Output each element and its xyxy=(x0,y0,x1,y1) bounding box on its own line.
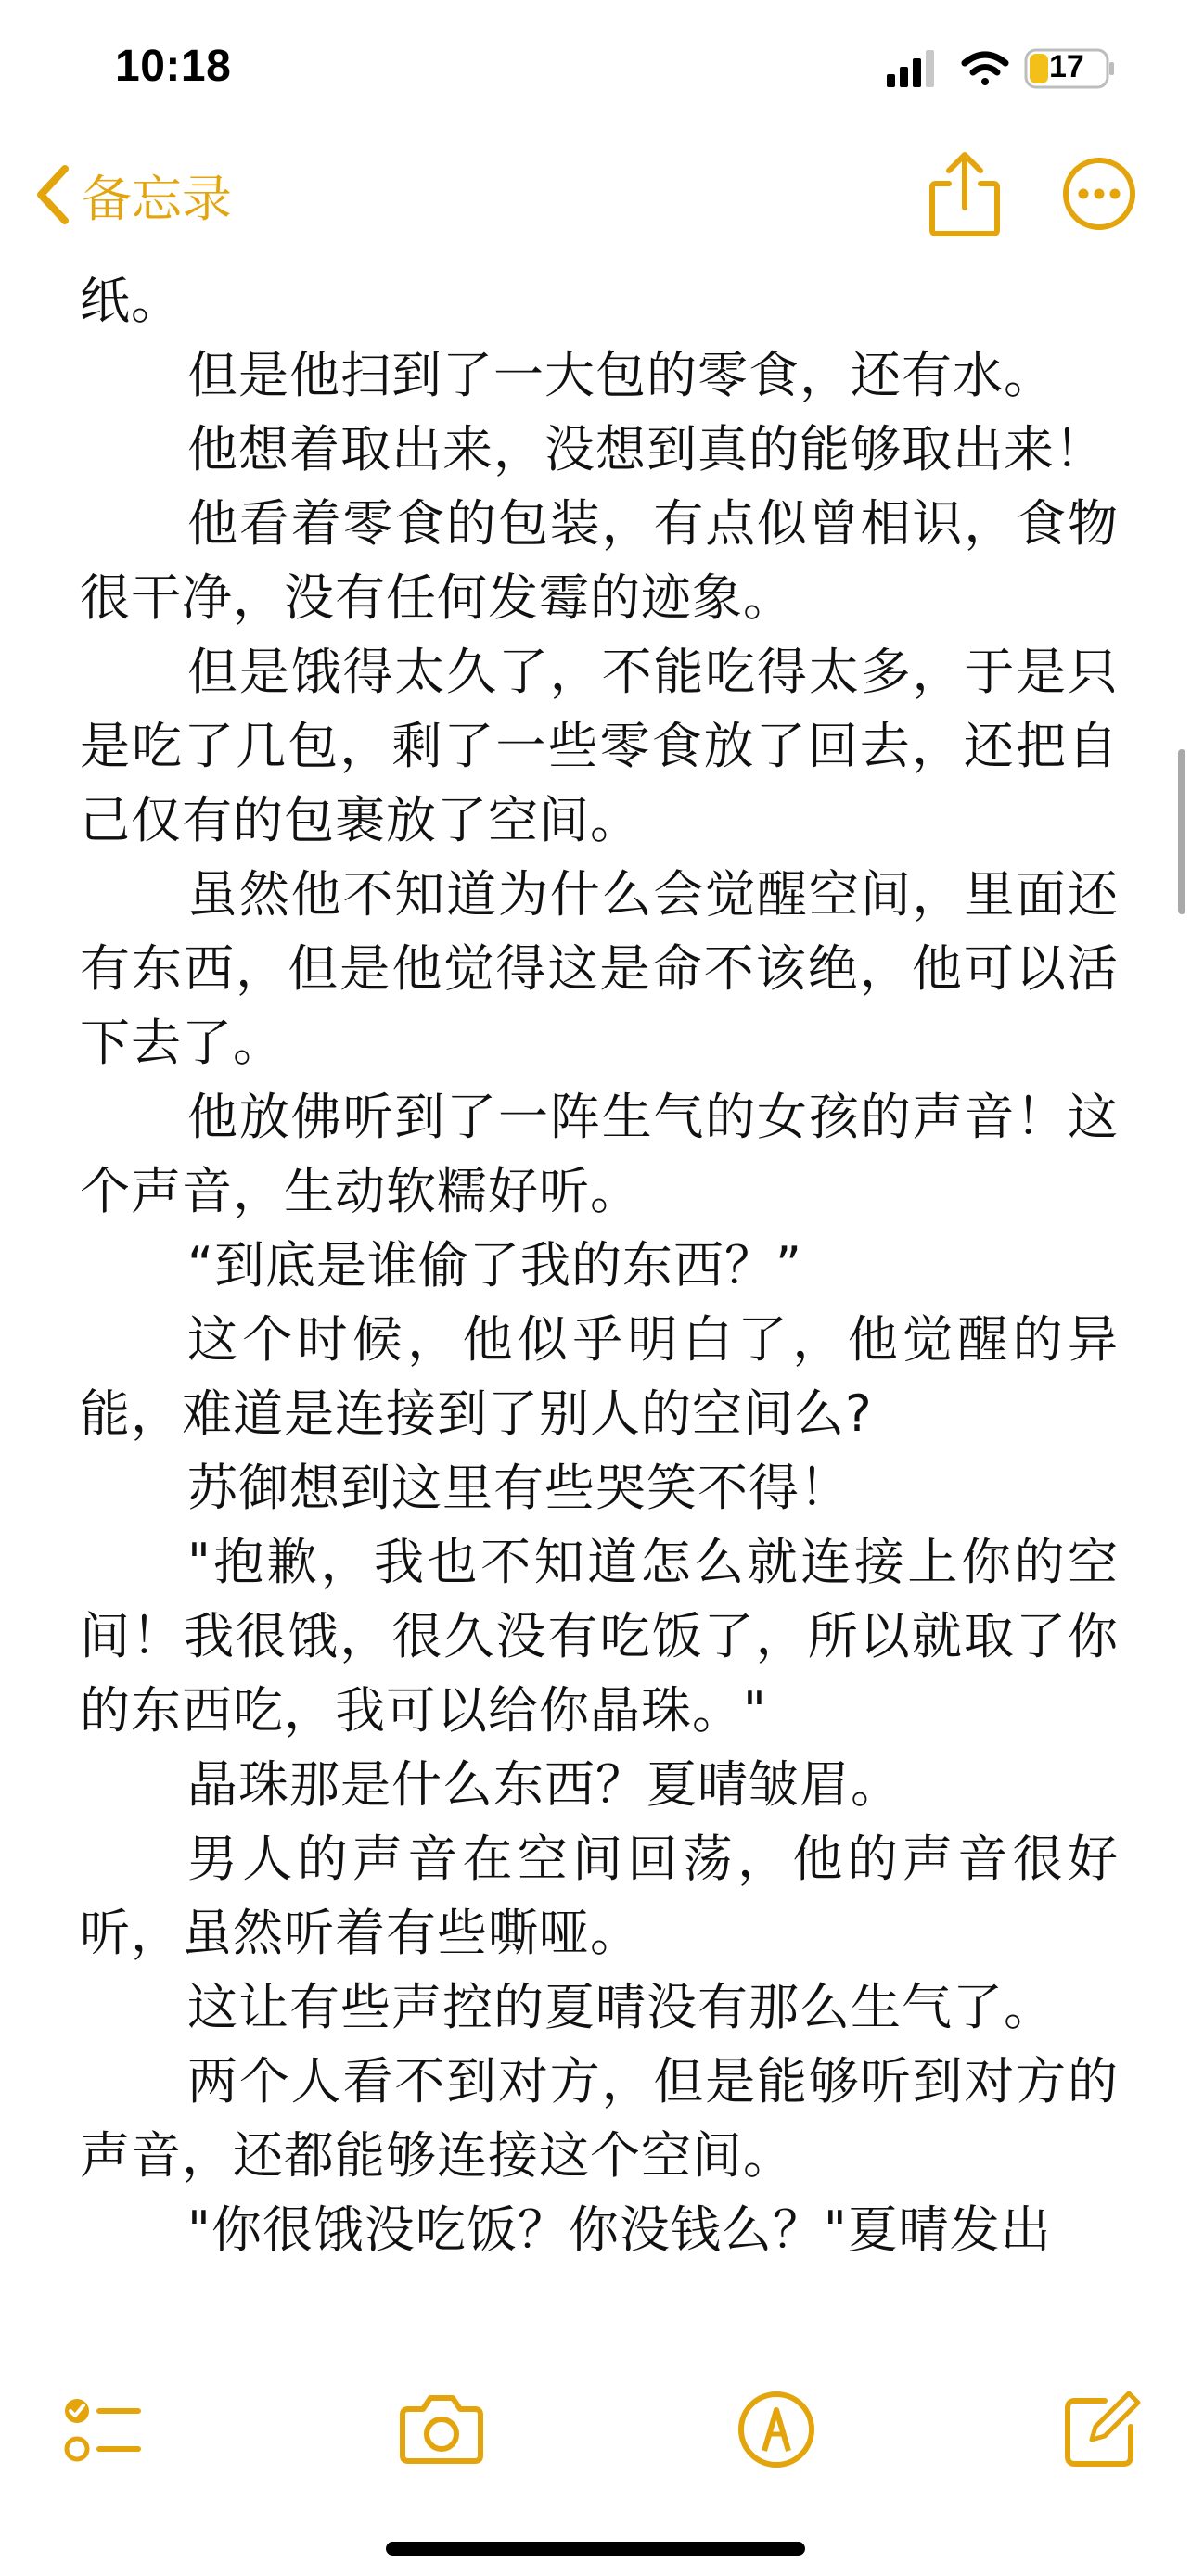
note-paragraph: 男人的声音在空间回荡，他的声音很好听，虽然听着有些嘶哑。 xyxy=(80,1830,1119,1962)
note-paragraph: 这让有些声控的夏晴没有那么生气了。 xyxy=(187,1978,1055,2036)
note-paragraph: 两个人看不到对方，但是能够听到对方的声音，还都能够连接这个空间。 xyxy=(80,2052,1119,2185)
note-paragraph: "你很饿没吃饭？你没钱么？"夏晴发出 xyxy=(187,2200,1052,2259)
note-paragraph: 晶珠那是什么东西？夏晴皱眉。 xyxy=(187,1755,902,1814)
bottom-toolbar xyxy=(0,2374,1191,2513)
note-paragraph: 但是他扫到了一大包的零食，还有水。 xyxy=(187,346,1055,404)
note-paragraph: "抱歉，我也不知道怎么就连接上你的空间！我很饿，很久没有吃饭了，所以就取了你的东西吃，我可以给你晶珠。" xyxy=(80,1533,1119,1740)
navigation-bar xyxy=(0,139,1191,260)
note-paragraph: 这个时候，他似乎明白了，他觉醒的异能，难道是连接到了别人的空间么? xyxy=(80,1310,1119,1443)
compose-icon xyxy=(1060,2388,1144,2471)
status-bar xyxy=(0,0,1191,139)
more-options-button[interactable] xyxy=(1061,156,1137,232)
note-paragraph: 他放佛听到了一阵生气的女孩的声音！这个声音，生动软糯好听。 xyxy=(80,1088,1119,1220)
scrollbar[interactable] xyxy=(1178,749,1185,914)
chevron-left-icon xyxy=(33,163,70,226)
camera-icon xyxy=(397,2392,486,2467)
note-paragraph: 虽然他不知道为什么会觉醒空间，里面还有东西，但是他觉得这是命不该绝，他可以活下去了。 xyxy=(80,865,1119,1072)
note-body[interactable] xyxy=(80,264,1119,2337)
battery-level: 17 xyxy=(1049,49,1084,84)
note-paragraph: 但是饿得太久了，不能吃得太多，于是只是吃了几包，剩了一些零食放了回去，还把自己仅有的包裹放了空间。 xyxy=(80,643,1119,849)
signal-icon xyxy=(887,50,934,87)
note-paragraph: “到底是谁偷了我的东西？” xyxy=(187,1236,802,1294)
camera-button[interactable] xyxy=(395,2383,488,2476)
ellipsis-circle-icon xyxy=(1061,156,1137,232)
wifi-icon xyxy=(965,55,1005,85)
note-paragraph: 他看着零食的包装，有点似曾相识，食物很干净，没有任何发霉的迹象。 xyxy=(80,494,1119,627)
back-button[interactable] xyxy=(33,158,232,232)
markup-pen-icon xyxy=(736,2390,816,2469)
note-paragraph: 纸。 xyxy=(80,272,182,330)
share-icon xyxy=(923,150,1006,239)
home-indicator[interactable] xyxy=(386,2542,805,2556)
note-paragraph: 苏御想到这里有些哭笑不得！ xyxy=(187,1459,851,1517)
share-button[interactable] xyxy=(923,150,1006,239)
status-time: 10:18 xyxy=(115,42,232,91)
checklist-icon xyxy=(60,2388,144,2471)
markup-button[interactable] xyxy=(730,2383,823,2476)
note-paragraph: 他想着取出来，没想到真的能够取出来！ xyxy=(187,420,1106,478)
compose-button[interactable] xyxy=(1056,2383,1148,2476)
back-button-label: 备忘录 xyxy=(82,169,232,228)
status-icons xyxy=(887,46,1121,91)
checklist-button[interactable] xyxy=(56,2383,148,2476)
